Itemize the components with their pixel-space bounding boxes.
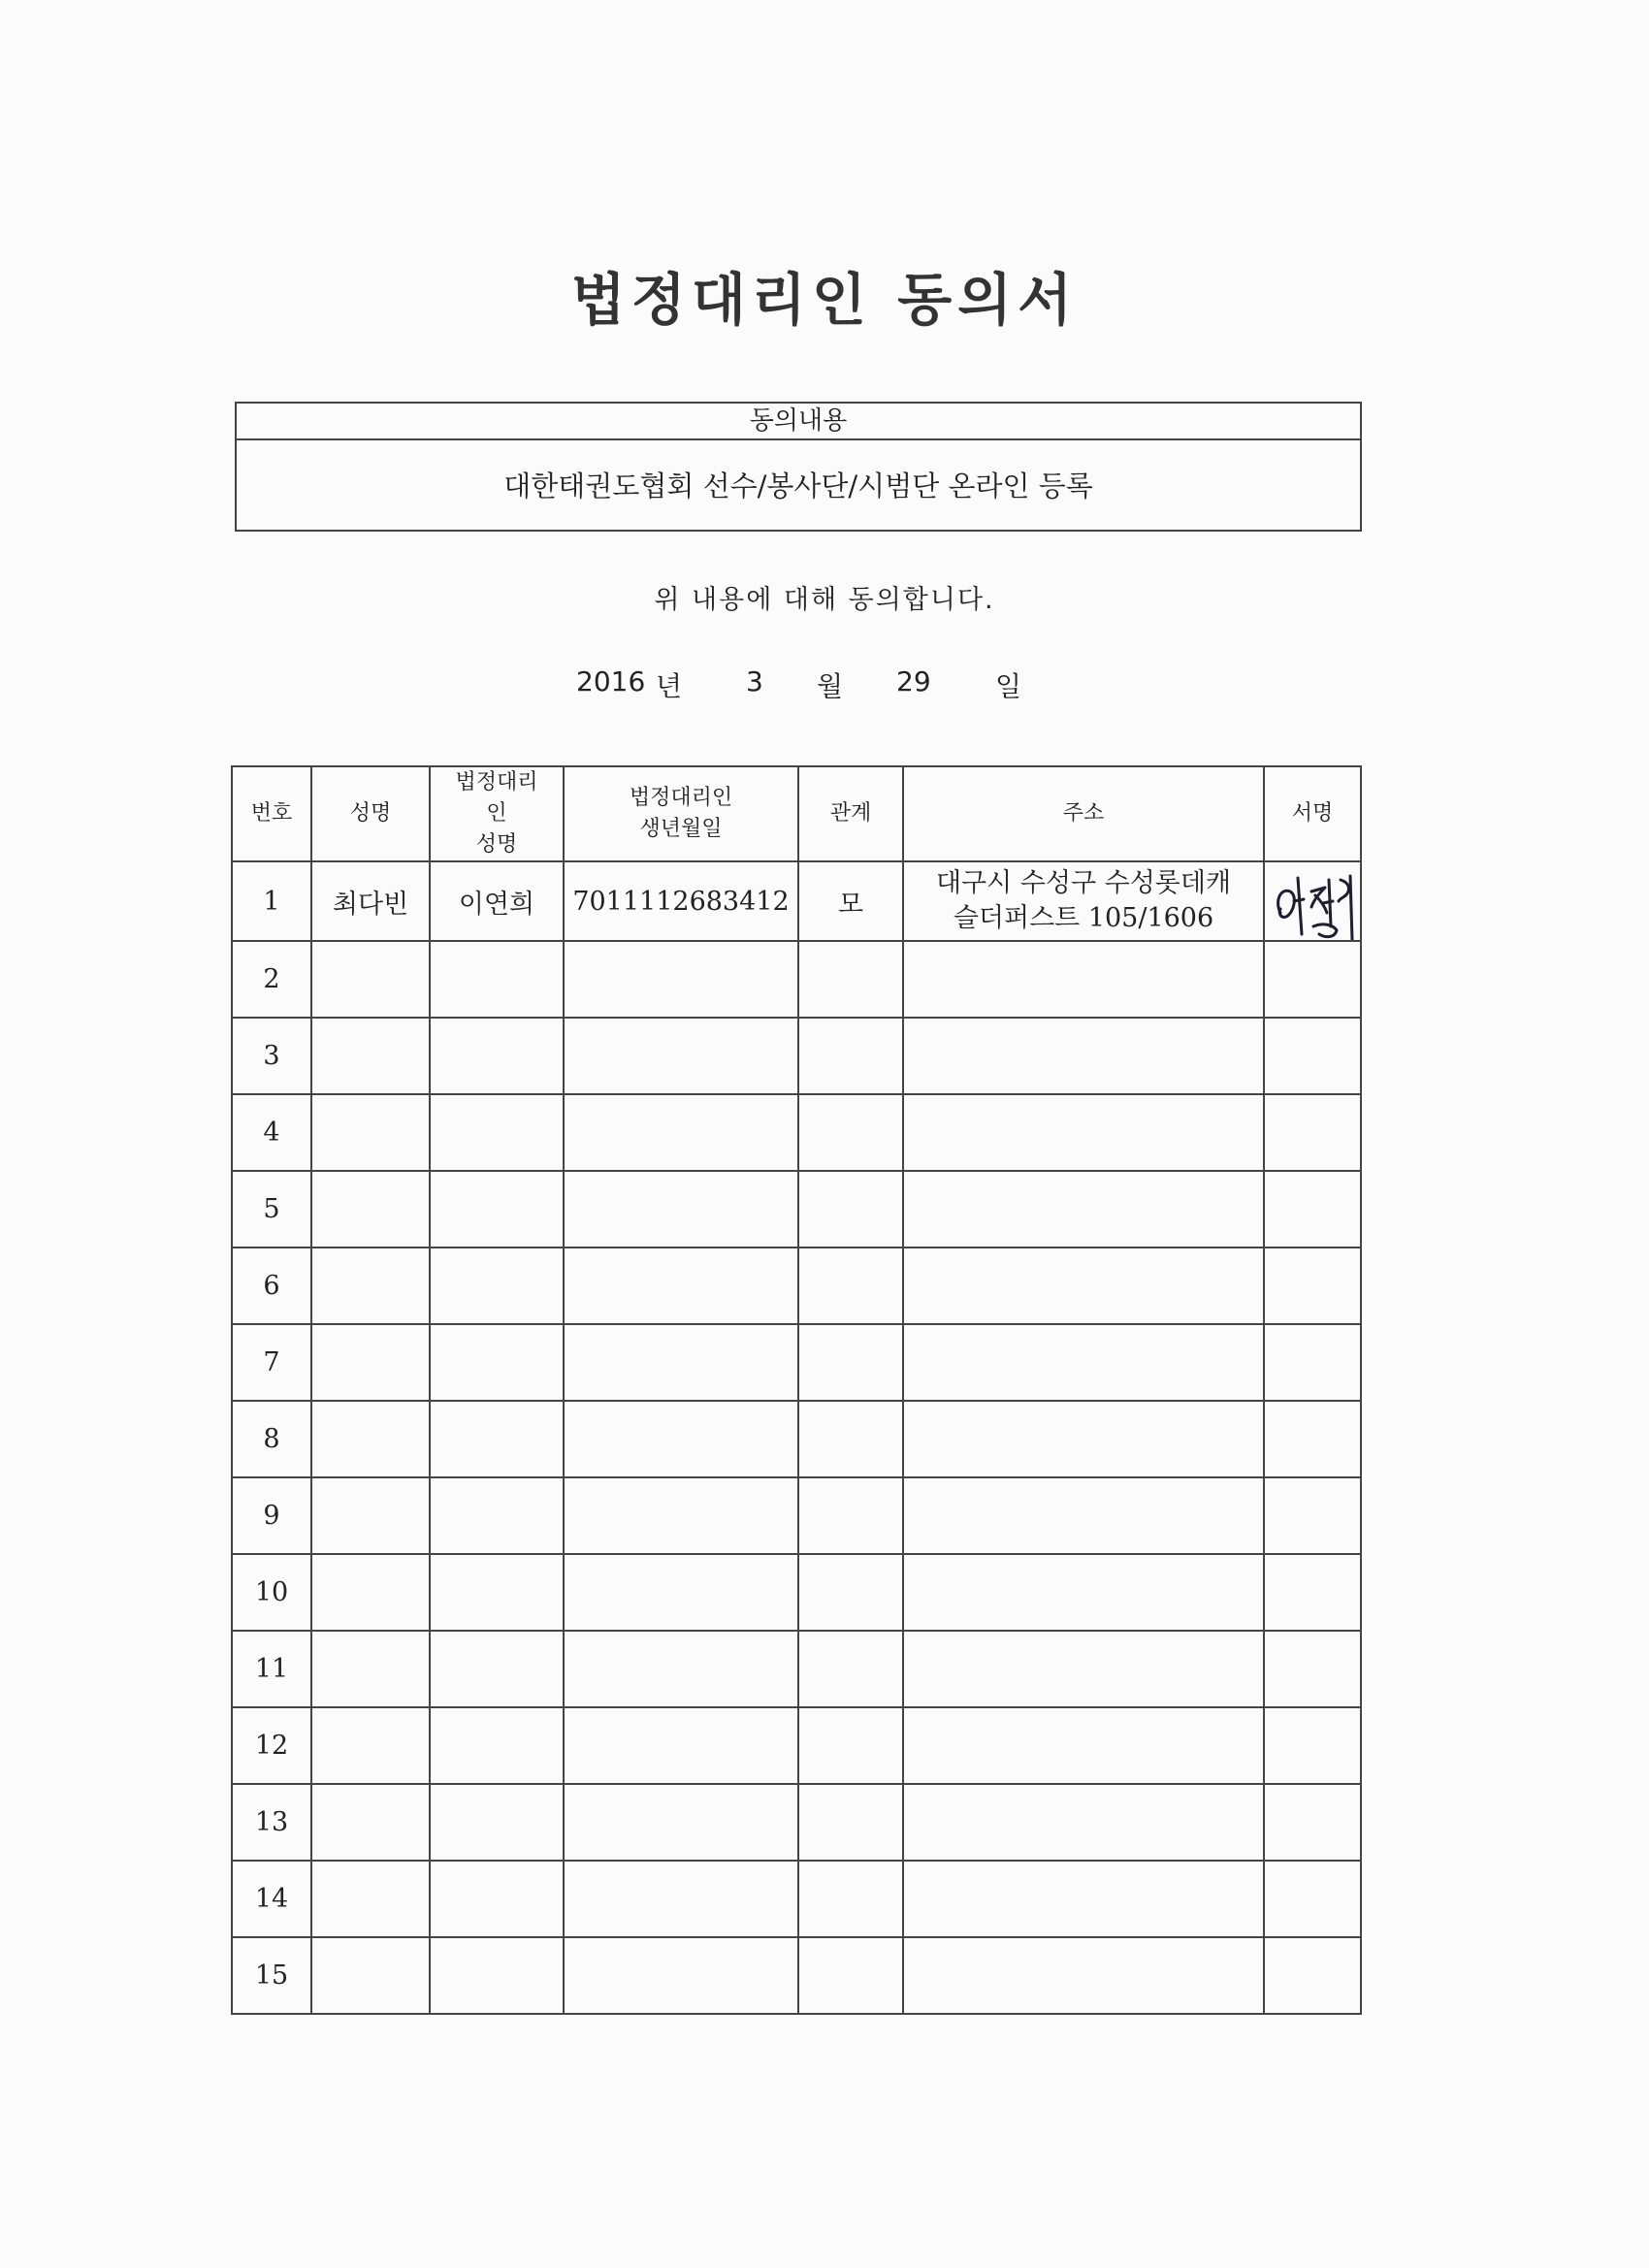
cell-no: 15 (232, 1937, 311, 2014)
cell-name (311, 1861, 430, 1937)
cell-no: 2 (232, 941, 311, 1018)
cell-name (311, 941, 430, 1018)
cell-name (311, 1171, 430, 1247)
cell-signature (1264, 1324, 1361, 1401)
table-row (232, 1018, 1361, 1094)
cell-guardian (430, 1631, 564, 1707)
cell-relation (798, 941, 903, 1018)
cell-name: 최다빈 (311, 861, 430, 941)
date-day: 29 (896, 665, 931, 697)
cell-birth (564, 1018, 798, 1094)
cell-signature (1264, 941, 1361, 1018)
cell-birth (564, 941, 798, 1018)
table-row (232, 1784, 1361, 1861)
cell-relation (798, 1247, 903, 1324)
cell-signature (1264, 1477, 1361, 1554)
cell-signature (1264, 1247, 1361, 1324)
cell-address (903, 1554, 1264, 1631)
cell-guardian (430, 1477, 564, 1554)
cell-relation (798, 1324, 903, 1401)
cell-address (903, 1784, 1264, 1861)
cell-guardian: 이연희 (430, 861, 564, 941)
cell-relation (798, 1707, 903, 1784)
cell-name (311, 1247, 430, 1324)
cell-no: 5 (232, 1171, 311, 1247)
cell-guardian (430, 1707, 564, 1784)
cell-relation (798, 1094, 903, 1171)
cell-birth (564, 1784, 798, 1861)
cell-address (903, 1861, 1264, 1937)
cell-guardian (430, 1171, 564, 1247)
cell-address (903, 1171, 1264, 1247)
cell-guardian (430, 1784, 564, 1861)
cell-relation (798, 1861, 903, 1937)
cell-name (311, 1324, 430, 1401)
cell-name (311, 1554, 430, 1631)
cell-guardian (430, 1018, 564, 1094)
cell-relation (798, 1171, 903, 1247)
table-row (232, 1094, 1361, 1171)
cell-guardian (430, 1247, 564, 1324)
cell-birth (564, 1554, 798, 1631)
date-year-unit: 년 (656, 670, 683, 702)
cell-no: 4 (232, 1094, 311, 1171)
date-day-unit: 일 (995, 670, 1022, 702)
table-row (232, 1477, 1361, 1554)
cell-signature (1264, 1554, 1361, 1631)
header-relation: 관계 (798, 766, 903, 861)
handwritten-signature (1269, 862, 1358, 941)
cell-signature (1264, 1401, 1361, 1477)
table-row (232, 1401, 1361, 1477)
table-row (232, 1861, 1361, 1937)
table-row (232, 941, 1361, 1018)
cell-no: 6 (232, 1247, 311, 1324)
guardian-table (231, 765, 1362, 2015)
cell-guardian (430, 1861, 564, 1937)
cell-relation (798, 1018, 903, 1094)
cell-no: 11 (232, 1631, 311, 1707)
consent-heading: 동의내용 (237, 404, 1360, 440)
cell-birth (564, 1094, 798, 1171)
cell-no: 1 (232, 861, 311, 941)
table-row (232, 1247, 1361, 1324)
cell-signature (1264, 1018, 1361, 1094)
header-guardian-name-line1: 법정대리 (455, 770, 538, 794)
table-row (232, 1554, 1361, 1631)
cell-guardian (430, 1937, 564, 2014)
cell-address (903, 1707, 1264, 1784)
cell-relation: 모 (798, 861, 903, 941)
cell-signature (1264, 861, 1361, 941)
cell-signature (1264, 1784, 1361, 1861)
table-row (232, 861, 1361, 941)
cell-relation (798, 1631, 903, 1707)
cell-name (311, 1784, 430, 1861)
cell-birth (564, 1937, 798, 2014)
cell-no: 9 (232, 1477, 311, 1554)
cell-address-line1: 대구시 수성구 수성롯데캐 (935, 868, 1232, 898)
cell-signature (1264, 1171, 1361, 1247)
cell-birth (564, 1707, 798, 1784)
cell-guardian (430, 1324, 564, 1401)
cell-relation (798, 1477, 903, 1554)
header-name: 성명 (311, 766, 430, 861)
cell-guardian (430, 1554, 564, 1631)
cell-name (311, 1631, 430, 1707)
table-row (232, 1631, 1361, 1707)
cell-signature (1264, 1707, 1361, 1784)
cell-guardian (430, 941, 564, 1018)
document-title: 법정대리인 동의서 (570, 267, 1079, 333)
cell-no: 13 (232, 1784, 311, 1861)
table-row (232, 1324, 1361, 1401)
cell-relation (798, 1401, 903, 1477)
cell-no: 8 (232, 1401, 311, 1477)
cell-address (903, 941, 1264, 1018)
cell-name (311, 1401, 430, 1477)
header-guardian-name-line2: 인 (486, 801, 507, 826)
cell-address-line2: 슬더퍼스트 105/1606 (953, 903, 1214, 933)
cell-signature (1264, 1937, 1361, 2014)
cell-no: 14 (232, 1861, 311, 1937)
header-guardian-birth-line2: 생년월일 (639, 817, 723, 841)
header-guardian-birth (564, 766, 798, 861)
cell-name (311, 1937, 430, 2014)
table-header-row (232, 766, 1361, 861)
cell-name (311, 1707, 430, 1784)
date-month-unit: 월 (817, 670, 844, 702)
cell-guardian (430, 1401, 564, 1477)
cell-address (903, 1018, 1264, 1094)
cell-address (903, 861, 1264, 941)
header-address: 주소 (903, 766, 1264, 861)
cell-birth (564, 1247, 798, 1324)
date-month: 3 (746, 665, 763, 697)
table-row (232, 1937, 1361, 2014)
cell-address (903, 1937, 1264, 2014)
header-guardian-name (430, 766, 564, 861)
cell-name (311, 1018, 430, 1094)
cell-birth: 7011112683412 (564, 861, 798, 941)
table-row (232, 1707, 1361, 1784)
date-line (0, 665, 1649, 704)
cell-name (311, 1477, 430, 1554)
agree-statement: 위 내용에 대해 동의합니다. (654, 585, 995, 615)
cell-birth (564, 1324, 798, 1401)
cell-no: 10 (232, 1554, 311, 1631)
cell-address (903, 1631, 1264, 1707)
cell-relation (798, 1937, 903, 2014)
cell-no: 3 (232, 1018, 311, 1094)
cell-relation (798, 1784, 903, 1861)
cell-signature (1264, 1631, 1361, 1707)
consent-content: 대한태권도협회 선수/봉사단/시범단 온라인 등록 (503, 470, 1093, 502)
cell-no: 12 (232, 1707, 311, 1784)
cell-birth (564, 1171, 798, 1247)
cell-birth (564, 1631, 798, 1707)
header-signature: 서명 (1264, 766, 1361, 861)
cell-birth (564, 1477, 798, 1554)
table-row (232, 1171, 1361, 1247)
cell-signature (1264, 1861, 1361, 1937)
cell-address (903, 1247, 1264, 1324)
cell-address (903, 1094, 1264, 1171)
consent-box (235, 402, 1362, 532)
header-guardian-birth-line1: 법정대리인 (629, 786, 733, 810)
cell-address (903, 1401, 1264, 1477)
cell-guardian (430, 1094, 564, 1171)
cell-name (311, 1094, 430, 1171)
date-year: 2016 (576, 665, 646, 697)
header-no: 번호 (232, 766, 311, 861)
cell-relation (798, 1554, 903, 1631)
header-guardian-name-line3: 성명 (475, 832, 518, 857)
cell-signature (1264, 1094, 1361, 1171)
cell-no: 7 (232, 1324, 311, 1401)
cell-address (903, 1324, 1264, 1401)
cell-birth (564, 1401, 798, 1477)
cell-birth (564, 1861, 798, 1937)
cell-address (903, 1477, 1264, 1554)
